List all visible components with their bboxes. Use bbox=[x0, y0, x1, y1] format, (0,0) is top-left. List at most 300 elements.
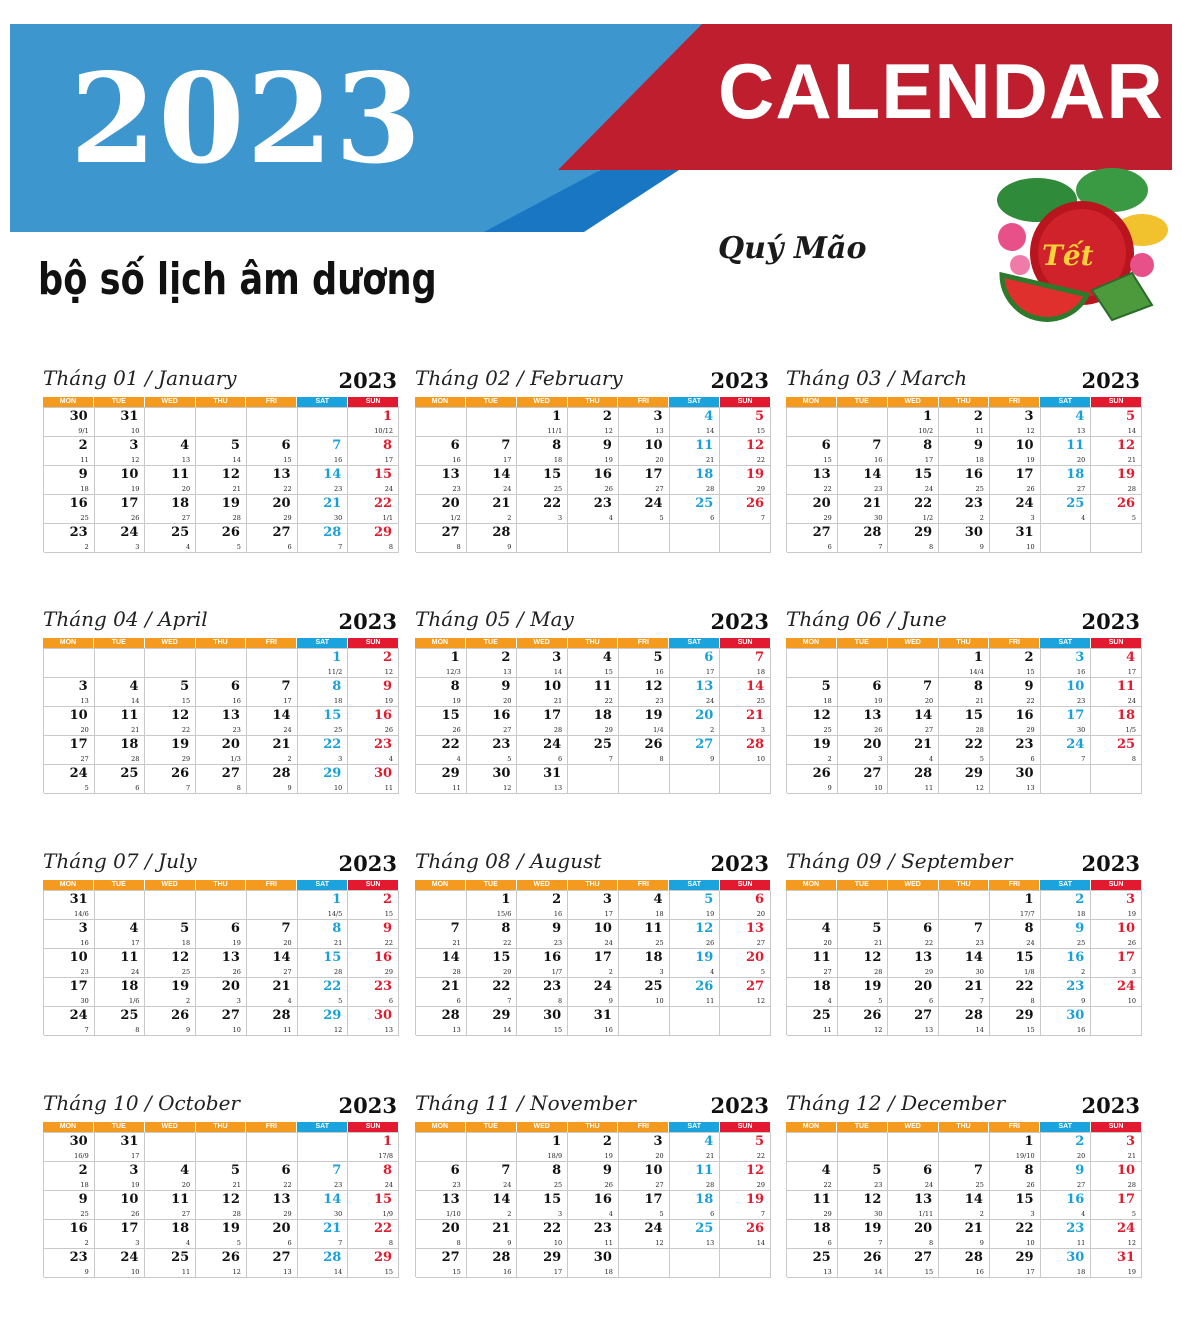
lunar-date: 10 bbox=[131, 426, 140, 435]
lunar-date: 20 bbox=[655, 455, 664, 464]
day-cell bbox=[670, 678, 721, 707]
lunar-date: 18 bbox=[334, 696, 343, 705]
lunar-date: 3 bbox=[135, 1238, 140, 1247]
day-cell bbox=[348, 1191, 399, 1220]
solar-date: 5 bbox=[230, 1163, 240, 1178]
day-cell bbox=[467, 736, 518, 765]
solar-date: 15 bbox=[964, 708, 983, 723]
lunar-date: 12/3 bbox=[446, 667, 461, 676]
week-row bbox=[44, 736, 399, 765]
day-cell bbox=[95, 920, 146, 949]
solar-date: 9 bbox=[552, 921, 562, 936]
solar-date: 13 bbox=[863, 708, 882, 723]
lunar-date: 5 bbox=[1131, 1209, 1137, 1218]
lunar-date: 19 bbox=[874, 696, 883, 705]
lunar-date: 27 bbox=[655, 1180, 664, 1189]
solar-date: 14 bbox=[492, 1192, 511, 1207]
lunar-date: 16 bbox=[232, 696, 241, 705]
month-year: 2023 bbox=[1081, 368, 1140, 393]
month-year: 2023 bbox=[1081, 1093, 1140, 1118]
weekday-label: FRI bbox=[989, 397, 1040, 407]
lunar-date: 26 bbox=[232, 967, 241, 976]
solar-date: 16 bbox=[69, 1221, 88, 1236]
month-title: Tháng 08 / August bbox=[415, 849, 602, 873]
empty-cell bbox=[670, 524, 721, 553]
lunar-date: 9/1 bbox=[78, 426, 89, 435]
weekday-label: TUE bbox=[466, 1122, 517, 1132]
weekday-label: MON bbox=[786, 880, 837, 890]
lunar-date: 1/4 bbox=[653, 725, 664, 734]
day-cell bbox=[95, 466, 146, 495]
lunar-date: 4 bbox=[1081, 1209, 1086, 1218]
lunar-date: 24 bbox=[131, 967, 140, 976]
solar-date: 16 bbox=[69, 496, 88, 511]
weekday-label: THU bbox=[568, 880, 619, 890]
weekday-label: MON bbox=[43, 638, 94, 648]
solar-date: 24 bbox=[644, 1221, 663, 1236]
solar-date: 27 bbox=[745, 979, 765, 994]
weekday-label: MON bbox=[43, 397, 94, 407]
day-cell bbox=[44, 1220, 95, 1249]
lunar-date: 23 bbox=[874, 1180, 883, 1189]
weekday-header bbox=[43, 880, 399, 890]
day-cell bbox=[298, 765, 349, 794]
day-cell bbox=[670, 437, 721, 466]
solar-date: 21 bbox=[441, 979, 460, 994]
day-cell bbox=[467, 978, 518, 1007]
day-cell bbox=[416, 736, 467, 765]
empty-cell bbox=[467, 1133, 518, 1162]
day-cell bbox=[467, 437, 518, 466]
empty-cell bbox=[670, 1249, 721, 1278]
solar-date: 16 bbox=[593, 467, 612, 482]
lunar-date: 20 bbox=[283, 938, 292, 947]
lunar-date: 30 bbox=[80, 996, 89, 1005]
day-cell bbox=[838, 949, 889, 978]
lunar-date: 29 bbox=[604, 725, 613, 734]
lunar-date: 4 bbox=[456, 754, 461, 763]
solar-date: 11 bbox=[1116, 679, 1136, 694]
lunar-date: 30 bbox=[874, 1209, 883, 1218]
day-cell bbox=[888, 408, 939, 437]
lunar-date: 27 bbox=[924, 725, 934, 734]
solar-date: 4 bbox=[180, 438, 190, 453]
lunar-date: 29 bbox=[823, 513, 832, 522]
lunar-date: 5 bbox=[979, 754, 984, 763]
lunar-date: 5 bbox=[1131, 513, 1137, 522]
day-cell bbox=[247, 949, 298, 978]
solar-date: 17 bbox=[1116, 950, 1136, 965]
solar-date: 11 bbox=[171, 1192, 190, 1207]
weekday-header bbox=[786, 638, 1142, 648]
day-cell bbox=[1041, 949, 1092, 978]
day-cell bbox=[619, 707, 670, 736]
solar-date: 11 bbox=[695, 1163, 714, 1178]
day-cell bbox=[787, 437, 838, 466]
solar-date: 29 bbox=[914, 525, 933, 540]
day-cell bbox=[619, 408, 670, 437]
day-cell bbox=[348, 408, 399, 437]
solar-date: 21 bbox=[272, 737, 291, 752]
solar-date: 28 bbox=[914, 766, 933, 781]
solar-date: 18 bbox=[171, 496, 190, 511]
day-cell bbox=[348, 1133, 399, 1162]
lunar-date: 17 bbox=[924, 455, 934, 464]
solar-date: 21 bbox=[745, 708, 765, 723]
solar-date: 17 bbox=[120, 1221, 139, 1236]
solar-date: 28 bbox=[272, 1008, 291, 1023]
solar-date: 19 bbox=[171, 737, 190, 752]
solar-date: 24 bbox=[1116, 1221, 1136, 1236]
month-year: 2023 bbox=[338, 1093, 397, 1118]
lunar-date: 20 bbox=[823, 938, 832, 947]
week-row bbox=[787, 524, 1142, 553]
week-row bbox=[44, 1007, 399, 1036]
lunar-date: 25 bbox=[975, 484, 984, 493]
lunar-date: 19 bbox=[384, 696, 394, 705]
lunar-date: 24 bbox=[1127, 696, 1137, 705]
day-cell bbox=[416, 495, 467, 524]
lunar-date: 30 bbox=[334, 1209, 343, 1218]
weekday-label: TUE bbox=[466, 397, 517, 407]
lunar-date: 24 bbox=[604, 938, 613, 947]
solar-date: 17 bbox=[644, 467, 663, 482]
lunar-date: 16 bbox=[874, 455, 883, 464]
day-cell bbox=[95, 1162, 146, 1191]
lunar-date: 4 bbox=[608, 513, 613, 522]
lunar-date: 7 bbox=[1081, 754, 1086, 763]
solar-date: 20 bbox=[695, 708, 714, 723]
lunar-date: 26 bbox=[874, 725, 883, 734]
month-title: Tháng 03 / March bbox=[786, 366, 968, 390]
lunar-date: 21 bbox=[131, 725, 140, 734]
solar-date: 26 bbox=[745, 496, 765, 511]
week-row bbox=[44, 678, 399, 707]
day-cell bbox=[619, 649, 670, 678]
month-year: 2023 bbox=[338, 368, 397, 393]
lunar-date: 10/12 bbox=[374, 426, 394, 435]
solar-date: 21 bbox=[964, 979, 983, 994]
lunar-date: 15 bbox=[756, 426, 766, 435]
empty-cell bbox=[888, 891, 939, 920]
lunar-date: 3 bbox=[1030, 513, 1035, 522]
lunar-date: 2 bbox=[608, 967, 613, 976]
solar-date: 17 bbox=[1116, 1192, 1136, 1207]
day-cell bbox=[990, 978, 1041, 1007]
solar-date: 1 bbox=[382, 1134, 393, 1149]
day-cell bbox=[247, 1249, 298, 1278]
solar-date: 18 bbox=[644, 950, 663, 965]
lunar-date: 23 bbox=[553, 938, 563, 947]
day-cell bbox=[348, 1249, 399, 1278]
day-cell bbox=[1091, 1133, 1142, 1162]
solar-date: 24 bbox=[593, 979, 612, 994]
lunar-date: 30 bbox=[874, 513, 883, 522]
lunar-date: 13 bbox=[384, 1025, 394, 1034]
day-cell bbox=[787, 765, 838, 794]
solar-date: 7 bbox=[450, 921, 460, 936]
lunar-date: 21 bbox=[553, 696, 563, 705]
solar-date: 2 bbox=[602, 409, 612, 424]
lunar-date: 18 bbox=[80, 484, 89, 493]
lunar-date: 3 bbox=[135, 542, 140, 551]
solar-date: 2 bbox=[1075, 892, 1085, 907]
solar-date: 23 bbox=[1066, 979, 1085, 994]
solar-date: 3 bbox=[602, 892, 612, 907]
day-cell bbox=[787, 524, 838, 553]
solar-date: 31 bbox=[1116, 1250, 1136, 1265]
solar-date: 1 bbox=[501, 892, 511, 907]
lunar-date: 28 bbox=[334, 967, 343, 976]
day-cell bbox=[568, 1249, 619, 1278]
solar-date: 19 bbox=[221, 496, 240, 511]
solar-date: 3 bbox=[78, 921, 88, 936]
day-cell bbox=[939, 649, 990, 678]
day-cell bbox=[517, 466, 568, 495]
day-cell bbox=[44, 1133, 95, 1162]
day-cell bbox=[298, 891, 349, 920]
lunar-date: 3 bbox=[558, 1209, 563, 1218]
lunar-date: 27 bbox=[283, 967, 292, 976]
day-cell bbox=[348, 1007, 399, 1036]
day-cell bbox=[1091, 466, 1142, 495]
month-block bbox=[415, 366, 771, 566]
week-row bbox=[416, 1007, 771, 1036]
lunar-date: 26 bbox=[1127, 938, 1137, 947]
solar-date: 29 bbox=[441, 766, 460, 781]
solar-date: 23 bbox=[69, 525, 88, 540]
lunar-date: 6 bbox=[287, 1238, 292, 1247]
week-row bbox=[416, 978, 771, 1007]
lunar-date: 30 bbox=[334, 513, 343, 522]
day-cell bbox=[990, 437, 1041, 466]
solar-date: 24 bbox=[644, 496, 663, 511]
lunar-date: 10 bbox=[1127, 996, 1137, 1005]
lunar-date: 5 bbox=[760, 967, 766, 976]
solar-date: 19 bbox=[221, 1221, 240, 1236]
month-block bbox=[415, 849, 771, 1049]
solar-date: 12 bbox=[863, 1192, 882, 1207]
day-cell bbox=[619, 678, 670, 707]
empty-cell bbox=[1091, 1007, 1142, 1036]
week-row bbox=[787, 437, 1142, 466]
solar-date: 14 bbox=[964, 1192, 983, 1207]
lunar-date: 21 bbox=[232, 1180, 241, 1189]
lunar-date: 15 bbox=[553, 1025, 563, 1034]
solar-date: 9 bbox=[1075, 1163, 1085, 1178]
day-cell bbox=[95, 949, 146, 978]
solar-date: 13 bbox=[221, 708, 240, 723]
day-cell bbox=[990, 920, 1041, 949]
day-cell bbox=[95, 1133, 146, 1162]
lunar-date: 13 bbox=[1026, 783, 1035, 792]
lunar-date: 8 bbox=[558, 996, 563, 1005]
solar-date: 14 bbox=[745, 679, 765, 694]
day-cell bbox=[95, 765, 146, 794]
lunar-date: 1/8 bbox=[1024, 967, 1035, 976]
solar-date: 30 bbox=[1015, 766, 1034, 781]
solar-date: 26 bbox=[171, 1008, 190, 1023]
weekday-header bbox=[43, 397, 399, 407]
day-cell bbox=[298, 707, 349, 736]
lunar-date: 22 bbox=[756, 455, 766, 464]
lunar-date: 6 bbox=[456, 996, 461, 1005]
week-row bbox=[44, 408, 399, 437]
lunar-date: 6 bbox=[929, 996, 934, 1005]
day-cell bbox=[416, 1162, 467, 1191]
day-cell bbox=[670, 891, 721, 920]
lunar-date: 1/6 bbox=[128, 996, 140, 1005]
day-cell bbox=[838, 1249, 889, 1278]
day-cell bbox=[517, 1191, 568, 1220]
day-cell bbox=[888, 1007, 939, 1036]
weekday-label: SAT bbox=[1040, 1122, 1091, 1132]
solar-date: 29 bbox=[492, 1008, 511, 1023]
solar-date: 24 bbox=[69, 766, 88, 781]
solar-date: 20 bbox=[812, 496, 831, 511]
day-cell bbox=[888, 1191, 939, 1220]
day-cell bbox=[787, 495, 838, 524]
weekday-label: WED bbox=[517, 397, 568, 407]
day-cell bbox=[838, 1007, 889, 1036]
weekday-label: MON bbox=[786, 638, 837, 648]
day-cell bbox=[348, 707, 399, 736]
weekday-label: TUE bbox=[837, 880, 888, 890]
empty-cell bbox=[298, 1133, 349, 1162]
solar-date: 10 bbox=[593, 921, 612, 936]
lunar-date: 15 bbox=[604, 667, 613, 676]
solar-date: 12 bbox=[171, 950, 190, 965]
weekday-label: WED bbox=[517, 1122, 568, 1132]
lunar-date: 18 bbox=[181, 938, 191, 947]
day-cell bbox=[348, 736, 399, 765]
lunar-date: 22 bbox=[384, 938, 394, 947]
solar-date: 24 bbox=[543, 737, 562, 752]
solar-date: 31 bbox=[543, 766, 562, 781]
lunar-date: 19/10 bbox=[1015, 1151, 1035, 1160]
lunar-date: 2 bbox=[84, 1238, 89, 1247]
solar-date: 18 bbox=[120, 979, 139, 994]
day-grid bbox=[43, 1132, 399, 1277]
solar-date: 20 bbox=[745, 950, 765, 965]
day-cell bbox=[145, 978, 196, 1007]
day-cell bbox=[298, 1249, 349, 1278]
lunar-date: 15 bbox=[283, 455, 292, 464]
solar-date: 20 bbox=[272, 496, 291, 511]
day-cell bbox=[720, 495, 771, 524]
solar-date: 28 bbox=[492, 1250, 511, 1265]
month-block bbox=[43, 366, 399, 566]
week-row bbox=[787, 920, 1142, 949]
solar-date: 22 bbox=[543, 1221, 562, 1236]
day-cell bbox=[298, 649, 349, 678]
weekday-label: SAT bbox=[297, 880, 348, 890]
month-block bbox=[786, 1091, 1142, 1291]
solar-date: 9 bbox=[602, 438, 612, 453]
lunar-date: 2 bbox=[186, 996, 191, 1005]
day-cell bbox=[838, 707, 889, 736]
lunar-date: 20 bbox=[1077, 1151, 1086, 1160]
lunar-date: 14/5 bbox=[327, 909, 343, 918]
lunar-date: 24 bbox=[706, 696, 715, 705]
day-cell bbox=[95, 408, 146, 437]
day-cell bbox=[838, 1191, 889, 1220]
week-row bbox=[787, 408, 1142, 437]
lunar-date: 15 bbox=[384, 1267, 394, 1276]
solar-date: 7 bbox=[332, 438, 342, 453]
empty-cell bbox=[145, 891, 196, 920]
lunar-date: 4 bbox=[929, 754, 934, 763]
weekday-label: THU bbox=[196, 880, 247, 890]
month-year: 2023 bbox=[338, 609, 397, 634]
lunar-date: 27 bbox=[181, 1209, 191, 1218]
day-cell bbox=[467, 466, 518, 495]
lunar-date: 22 bbox=[283, 484, 292, 493]
solar-date: 20 bbox=[441, 496, 460, 511]
day-cell bbox=[568, 920, 619, 949]
lunar-date: 30 bbox=[975, 967, 984, 976]
day-cell bbox=[416, 437, 467, 466]
solar-date: 24 bbox=[1015, 496, 1034, 511]
day-cell bbox=[44, 466, 95, 495]
solar-date: 8 bbox=[450, 679, 460, 694]
solar-date: 26 bbox=[863, 1008, 882, 1023]
day-cell bbox=[1041, 736, 1092, 765]
lunar-date: 14 bbox=[756, 1238, 766, 1247]
day-cell bbox=[619, 466, 670, 495]
lunar-date: 11 bbox=[80, 455, 89, 464]
day-cell bbox=[1041, 891, 1092, 920]
lunar-date: 29 bbox=[283, 513, 292, 522]
day-cell bbox=[888, 920, 939, 949]
solar-date: 29 bbox=[323, 766, 342, 781]
solar-date: 20 bbox=[272, 1221, 291, 1236]
week-row bbox=[416, 524, 771, 553]
lunar-date: 16 bbox=[1077, 667, 1086, 676]
lunar-date: 15 bbox=[384, 909, 394, 918]
day-cell bbox=[517, 920, 568, 949]
lunar-date: 23 bbox=[874, 484, 883, 493]
solar-date: 10 bbox=[644, 438, 663, 453]
solar-date: 12 bbox=[221, 467, 240, 482]
day-cell bbox=[939, 920, 990, 949]
lunar-date: 12 bbox=[503, 783, 512, 792]
day-cell bbox=[44, 1162, 95, 1191]
weekday-label: MON bbox=[415, 638, 466, 648]
solar-date: 27 bbox=[695, 737, 714, 752]
week-row bbox=[787, 736, 1142, 765]
day-cell bbox=[619, 1220, 670, 1249]
solar-date: 3 bbox=[1024, 409, 1034, 424]
lunar-date: 20 bbox=[756, 909, 766, 918]
solar-date: 15 bbox=[373, 467, 393, 482]
solar-date: 10 bbox=[1066, 679, 1085, 694]
lunar-date: 5 bbox=[84, 783, 89, 792]
solar-date: 16 bbox=[964, 467, 983, 482]
solar-date: 18 bbox=[1066, 467, 1085, 482]
weekday-label: THU bbox=[939, 638, 990, 648]
lunar-date: 15 bbox=[181, 696, 191, 705]
weekday-label: FRI bbox=[246, 638, 297, 648]
empty-cell bbox=[416, 408, 467, 437]
lunar-date: 12 bbox=[655, 1238, 664, 1247]
solar-date: 18 bbox=[695, 467, 714, 482]
solar-date: 9 bbox=[78, 467, 88, 482]
day-cell bbox=[196, 1007, 247, 1036]
solar-date: 15 bbox=[914, 467, 933, 482]
solar-date: 27 bbox=[914, 1008, 933, 1023]
solar-date: 15 bbox=[373, 1192, 393, 1207]
